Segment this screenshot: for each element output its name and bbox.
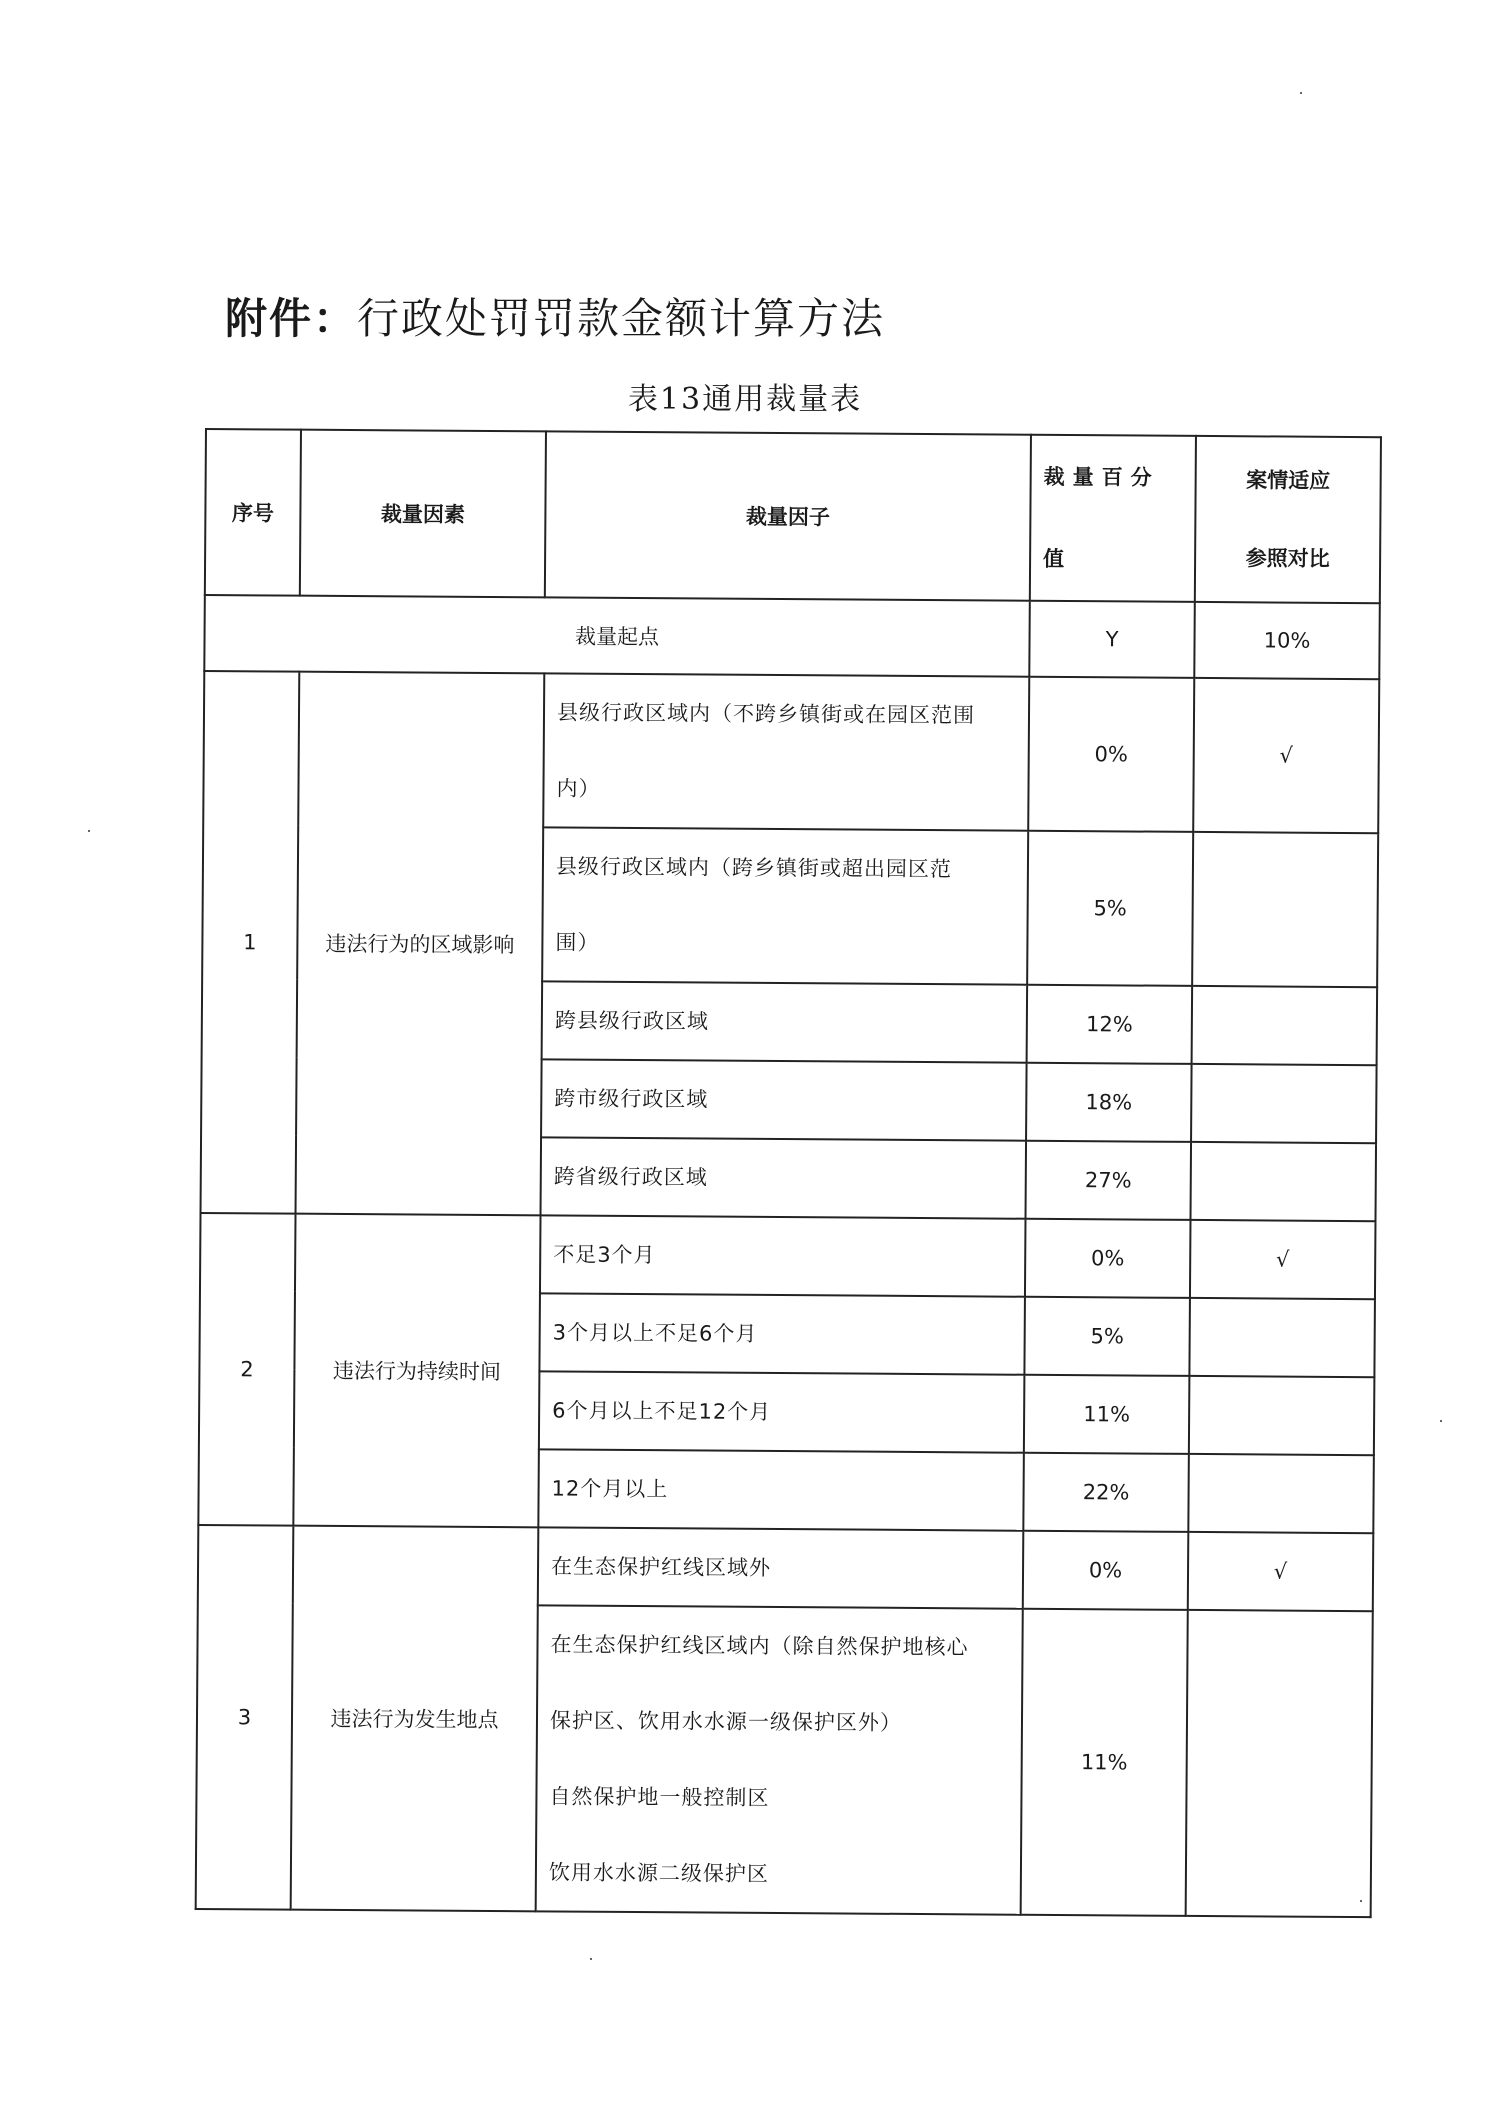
check-mark (1189, 1376, 1375, 1455)
group-factor: 违法行为持续时间 (293, 1214, 540, 1528)
scan-speck (1300, 92, 1302, 94)
check-mark (1192, 832, 1378, 987)
percent-cell: 12% (1027, 985, 1193, 1064)
check-mark: √ (1190, 1220, 1376, 1299)
baseline-row (204, 595, 1380, 679)
criterion-cell: 跨市级行政区域 (541, 1059, 1027, 1140)
percent-cell: 0% (1023, 1531, 1189, 1610)
check-mark (1189, 1298, 1375, 1377)
check-mark (1186, 1610, 1373, 1917)
group-factor: 违法行为发生地点 (291, 1526, 539, 1912)
group-index: 2 (198, 1213, 295, 1526)
header-percent: 裁量百分 值 (1030, 435, 1196, 602)
header-criterion: 裁量因子 (545, 431, 1031, 600)
header-row (205, 429, 1381, 603)
table-row (198, 1525, 1374, 1611)
table-row (203, 671, 1379, 833)
group-index: 3 (196, 1525, 294, 1910)
check-mark: √ (1188, 1532, 1374, 1611)
percent-cell: 0% (1028, 677, 1194, 832)
table-row (200, 1213, 1376, 1299)
header-reference: 案情适应 参照对比 (1195, 436, 1381, 603)
criterion-cell: 跨省级行政区域 (541, 1137, 1027, 1218)
percent-cell: 5% (1027, 831, 1193, 986)
criterion-cell: 县级行政区域内（跨乡镇街或超出园区范 围） (542, 827, 1028, 984)
criterion-cell: 县级行政区域内（不跨乡镇街或在园区范围 内） (543, 673, 1029, 830)
scan-speck (1440, 1420, 1442, 1422)
percent-cell: 5% (1024, 1297, 1190, 1376)
table-caption: 表13通用裁量表 (627, 382, 863, 417)
group-index: 1 (201, 671, 300, 1214)
check-mark (1192, 986, 1378, 1065)
percent-cell: 0% (1025, 1219, 1191, 1298)
criterion-cell: 不足3个月 (540, 1215, 1026, 1296)
baseline-reference: 10% (1194, 602, 1380, 679)
criterion-cell: 3个月以上不足6个月 (539, 1293, 1025, 1374)
scan-speck (1360, 1900, 1362, 1902)
criterion-cell: 在生态保护红线区域内（除自然保护地核心 保护区、饮用水水源一级保护区外） 自然保护地一般控制区 饮用水水源二级保护区 (536, 1605, 1023, 1914)
baseline-label: 裁量起点 (204, 595, 1030, 677)
group-factor: 违法行为的区域影响 (296, 672, 545, 1216)
criterion-cell: 在生态保护红线区域外 (538, 1527, 1024, 1608)
percent-cell: 11% (1024, 1375, 1190, 1454)
percent-cell: 11% (1021, 1609, 1188, 1916)
percent-cell: 18% (1026, 1063, 1192, 1142)
criterion-cell: 12个月以上 (538, 1449, 1024, 1530)
check-mark (1191, 1064, 1377, 1143)
heading-title: 行政处罚罚款金额计算方法 (357, 294, 886, 343)
criterion-cell: 跨县级行政区域 (542, 981, 1028, 1062)
check-mark (1190, 1142, 1376, 1221)
percent-cell: 22% (1023, 1453, 1189, 1532)
discretion-table (195, 428, 1382, 1918)
scan-speck (590, 1958, 592, 1960)
header-factor: 裁量因素 (300, 430, 546, 598)
heading-prefix: 附件： (225, 294, 358, 343)
baseline-value: Y (1029, 601, 1195, 678)
check-mark (1188, 1454, 1374, 1533)
check-mark: √ (1193, 678, 1379, 833)
criterion-cell: 6个月以上不足12个月 (539, 1371, 1025, 1452)
document-heading (225, 286, 885, 346)
scan-speck (88, 830, 90, 832)
percent-cell: 27% (1025, 1141, 1191, 1220)
header-index: 序号 (205, 429, 301, 596)
